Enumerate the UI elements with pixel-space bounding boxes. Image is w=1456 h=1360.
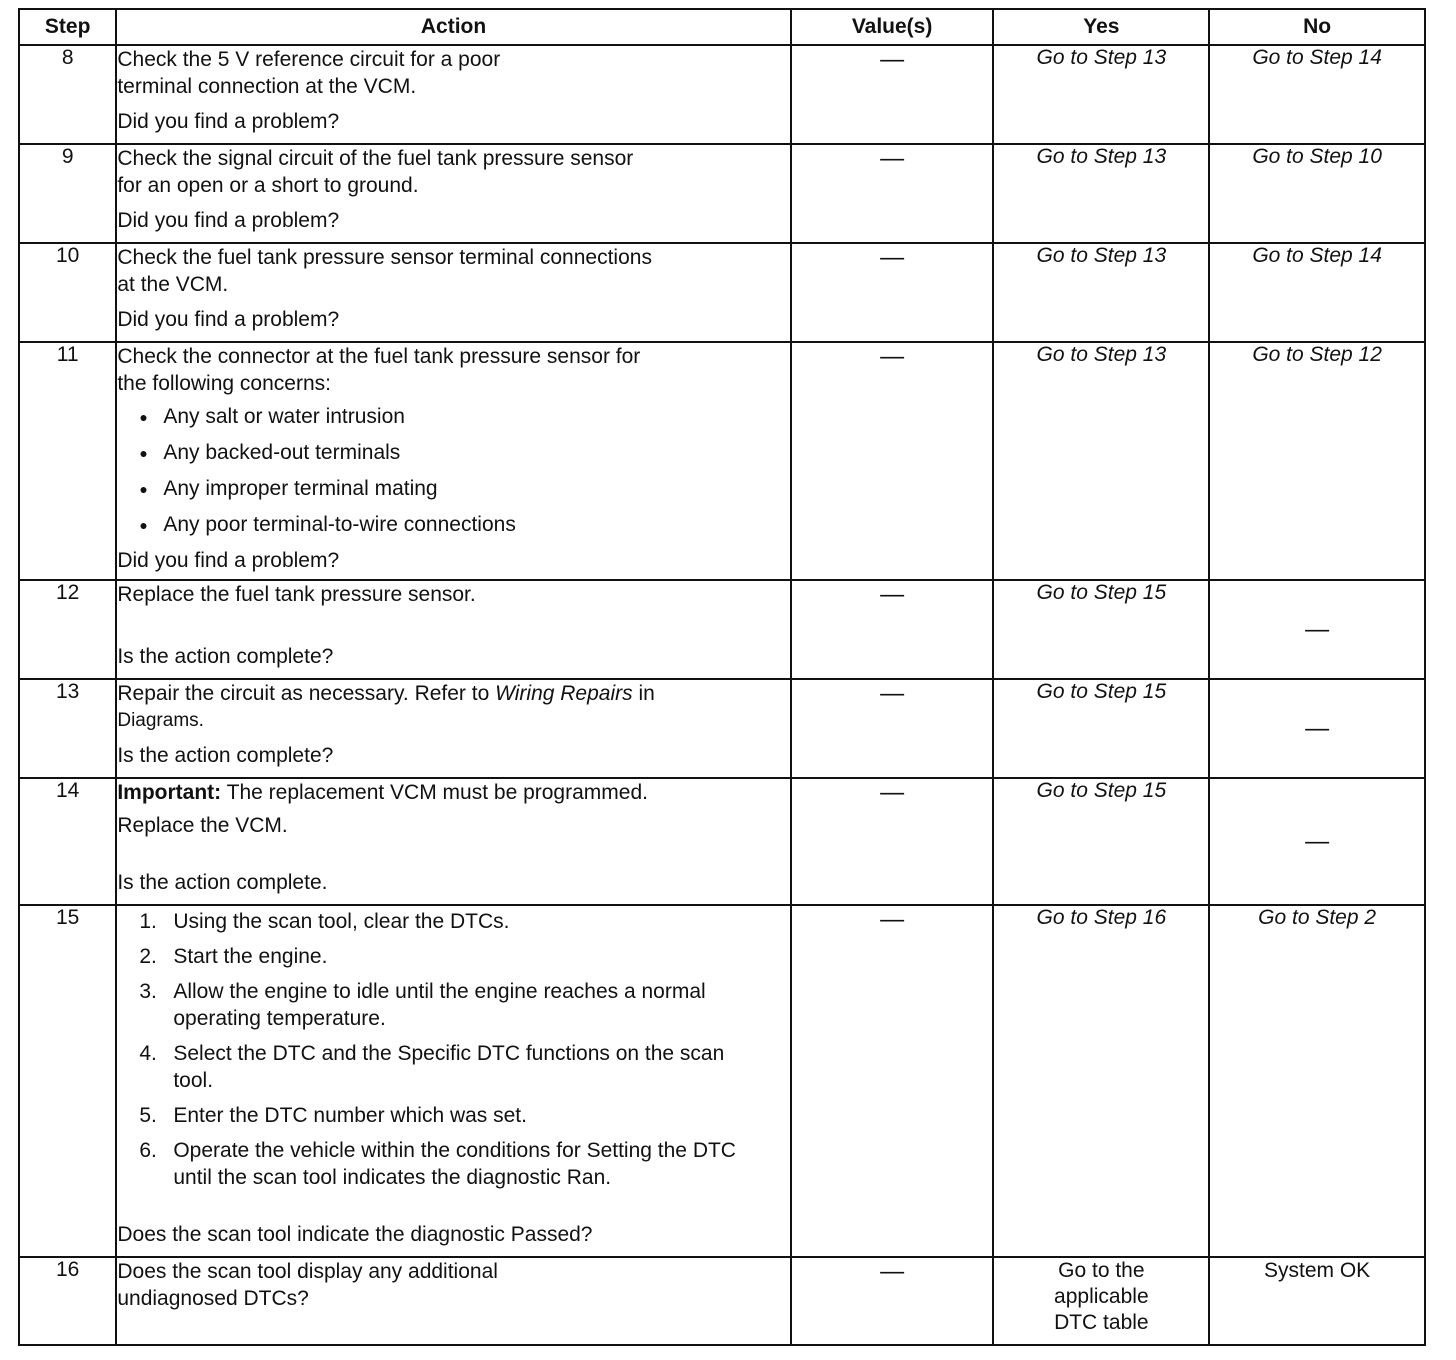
action-line: Check the 5 V reference circuit for a poor (117, 48, 501, 71)
action-line: Replace the VCM. (117, 814, 288, 837)
value-cell: — (791, 679, 994, 778)
step-number: 11 (19, 342, 116, 580)
action-cell (116, 45, 790, 144)
yes-result: Go to Step 13 (993, 144, 1209, 243)
bullet-icon: ● (139, 444, 148, 461)
action-cell (116, 679, 790, 778)
action-line: undiagnosed DTCs? (117, 1287, 309, 1310)
yes-result: Go to Step 16 (993, 905, 1209, 1257)
list-item: 5. Enter the DTC number which was set. (139, 1104, 527, 1127)
no-result: Go to Step 14 (1209, 45, 1425, 144)
action-line: Diagrams. (117, 710, 204, 731)
no-result: — (1209, 679, 1425, 778)
list-item: 6. Operate the vehicle within the conditions for Setting the DTC until the scan tool indicates the diagnostic Ran. (139, 1139, 736, 1189)
important-note: Important: The replacement VCM must be programmed. (117, 781, 648, 804)
list-item: 1. Using the scan tool, clear the DTCs. (139, 910, 510, 933)
step-number: 14 (19, 778, 116, 905)
table-row-step-15 (19, 905, 1425, 1257)
action-question: Did you find a problem? (117, 308, 340, 331)
header-yes: Yes (993, 9, 1209, 45)
action-cell (116, 1257, 790, 1345)
action-line: Repair the circuit as necessary. Refer to Wiring Repairs in (117, 682, 655, 705)
action-cell (116, 243, 790, 342)
no-result: System OK (1209, 1257, 1425, 1345)
header-no: No (1209, 9, 1425, 45)
procedure-list (117, 908, 789, 1199)
no-result: — (1209, 580, 1425, 679)
step-number: 8 (19, 45, 116, 144)
yes-result: Go to the applicable DTC table (993, 1257, 1209, 1345)
yes-result: Go to Step 15 (993, 679, 1209, 778)
action-question: Is the action complete? (117, 744, 334, 767)
no-result: Go to Step 14 (1209, 243, 1425, 342)
step-number: 13 (19, 679, 116, 778)
yes-result: Go to Step 13 (993, 342, 1209, 580)
action-question: Did you find a problem? (117, 209, 340, 232)
yes-result: Go to Step 15 (993, 580, 1209, 679)
value-cell: — (791, 144, 994, 243)
action-cell (116, 778, 790, 905)
action-line: Check the connector at the fuel tank pressure sensor for (117, 345, 641, 368)
action-line: terminal connection at the VCM. (117, 75, 417, 98)
value-cell: — (791, 778, 994, 905)
step-number: 9 (19, 144, 116, 243)
table-row-step-14 (19, 778, 1425, 905)
reference-link: Wiring Repairs (495, 682, 633, 705)
header-action: Action (116, 9, 790, 45)
yes-result: Go to Step 13 (993, 243, 1209, 342)
value-cell: — (791, 1257, 994, 1345)
action-line: for an open or a short to ground. (117, 174, 419, 197)
action-line: at the VCM. (117, 273, 229, 296)
no-result: Go to Step 10 (1209, 144, 1425, 243)
table-row-step-13 (19, 679, 1425, 778)
list-item: 3. Allow the engine to idle until the engine reaches a normal operating temperature. (139, 980, 706, 1030)
action-cell (116, 905, 790, 1257)
list-item: 2. Start the engine. (139, 945, 328, 968)
diagnostic-table (18, 8, 1426, 1346)
no-result: Go to Step 2 (1209, 905, 1425, 1257)
value-cell: — (791, 905, 994, 1257)
action-question: Did you find a problem? (117, 110, 340, 133)
step-number: 16 (19, 1257, 116, 1345)
table-row-step-11 (19, 342, 1425, 580)
list-item: 4. Select the DTC and the Specific DTC functions on the scan tool. (139, 1042, 725, 1092)
action-question: Did you find a problem? (117, 548, 340, 572)
step-number: 12 (19, 580, 116, 679)
action-line: Replace the fuel tank pressure sensor. (117, 583, 476, 606)
value-cell: — (791, 243, 994, 342)
list-item: ● Any poor terminal-to-wire connections (139, 511, 789, 539)
table-row-step-12 (19, 580, 1425, 679)
action-question: Is the action complete? (117, 645, 334, 668)
yes-result: Go to Step 13 (993, 45, 1209, 144)
step-number: 15 (19, 905, 116, 1257)
bullet-icon: ● (139, 408, 148, 425)
no-result: Go to Step 12 (1209, 342, 1425, 580)
table-row-step-9 (19, 144, 1425, 243)
action-line: Does the scan tool display any additional (117, 1260, 498, 1283)
list-item: ● Any improper terminal mating (139, 475, 789, 503)
table-row-step-8 (19, 45, 1425, 144)
action-cell (116, 580, 790, 679)
no-result: — (1209, 778, 1425, 905)
table-row-step-16 (19, 1257, 1425, 1345)
value-cell: — (791, 580, 994, 679)
list-item: ● Any salt or water intrusion (139, 403, 789, 431)
action-question: Does the scan tool indicate the diagnostic Passed? (117, 1223, 593, 1246)
value-cell: — (791, 342, 994, 580)
action-line: Check the fuel tank pressure sensor terminal connections (117, 246, 652, 269)
action-line: the following concerns: (117, 372, 331, 395)
bullet-icon: ● (139, 516, 148, 533)
step-number: 10 (19, 243, 116, 342)
yes-result: Go to Step 15 (993, 778, 1209, 905)
action-question: Is the action complete. (117, 871, 328, 894)
action-cell (116, 144, 790, 243)
table-row-step-10 (19, 243, 1425, 342)
value-cell: — (791, 45, 994, 144)
action-cell (116, 342, 790, 580)
action-line: Check the signal circuit of the fuel tank pressure sensor (117, 147, 634, 170)
bullet-icon: ● (139, 480, 148, 497)
header-values: Value(s) (791, 9, 994, 45)
header-row (19, 9, 1425, 45)
concern-list (117, 403, 789, 547)
header-step: Step (19, 9, 116, 45)
list-item: ● Any backed-out terminals (139, 439, 789, 467)
